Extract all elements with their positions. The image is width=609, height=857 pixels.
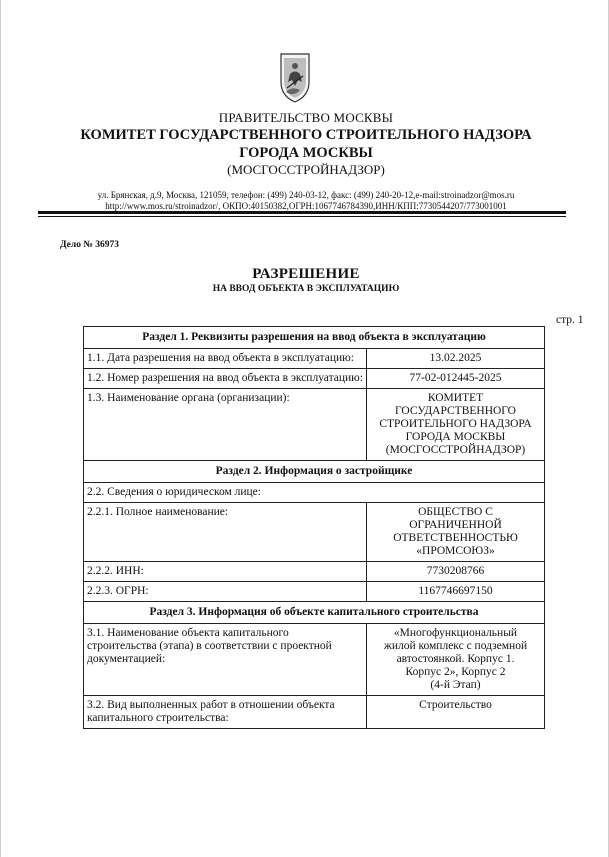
- header-divider-thin: [38, 216, 566, 217]
- header-divider-thick: [38, 211, 566, 214]
- section-2-header: [84, 461, 545, 483]
- inn-label: 2.2.2. ИНН:: [84, 562, 367, 582]
- permit-date-value: 13.02.2025: [367, 349, 545, 369]
- object-name-value: [367, 624, 545, 696]
- committee-name-line-1: КОМИТЕТ ГОСУДАРСТВЕННОГО СТРОИТЕЛЬНОГО НАДЗОРА: [80, 127, 532, 143]
- table-row: [84, 562, 545, 582]
- moscow-coat-of-arms-icon: [278, 52, 312, 104]
- section-3-title: Раздел 3. Информация об объекте капитального строительства: [84, 602, 545, 624]
- object-name-label-line: 3.1. Наименование объекта капитального: [87, 627, 289, 639]
- section-3-header: [84, 602, 545, 624]
- work-type-value: Строительство: [367, 696, 545, 729]
- object-name-line: жилой комплекс с подземной: [383, 640, 528, 652]
- table-row: [84, 369, 545, 389]
- table-row: [84, 483, 545, 503]
- inn-value: 7730208766: [367, 562, 545, 582]
- table-row: [84, 349, 545, 369]
- permit-number-value: 77-02-012445-2025: [367, 369, 545, 389]
- issuing-authority-line: КОМИТЕТ: [427, 392, 484, 404]
- permit-table: [83, 326, 545, 729]
- object-name-label-line: строительства (этапа) в соответствии с проектной: [87, 640, 332, 652]
- contact-address-line: ул. Брянская, д.9, Москва, 121059, телефон: (499) 240-03-12, факс: (499) 240-20-12,e-mail:stroinadzor@mos.ru: [97, 190, 515, 200]
- issuing-authority-line: ГОРОДА МОСКВЫ: [405, 431, 506, 443]
- full-name-line: ОТВЕТСТВЕННОСТЬЮ: [393, 532, 518, 544]
- contact-registry-line: http://www.mos.ru/stroinadzor/, ОКПО:40150382,ОГРН:1067746784390,ИНН/КПП:7730544207/773001001: [105, 201, 507, 211]
- contact-details: [30, 190, 582, 212]
- page-number: стр. 1: [556, 314, 584, 326]
- section-1-header: [84, 327, 545, 349]
- full-name-label: 2.2.1. Полное наименование:: [84, 503, 367, 562]
- object-name-label: [84, 624, 367, 696]
- committee-name-line-2: ГОРОДА МОСКВЫ: [239, 145, 373, 161]
- permit-number-label: 1.2. Номер разрешения на ввод объекта в эксплуатацию:: [84, 369, 367, 389]
- issuing-authority-label: 1.3. Наименование органа (организации):: [84, 389, 367, 461]
- issuing-authority-value: [367, 389, 545, 461]
- document-subtitle: НА ВВОД ОБЪЕКТА В ЭКСПЛУАТАЦИЮ: [212, 284, 400, 294]
- government-name: ПРАВИТЕЛЬСТВО МОСКВЫ: [218, 110, 394, 125]
- committee-name: [30, 126, 582, 162]
- full-name-line: ОГРАНИЧЕННОЙ: [409, 519, 502, 531]
- object-name-line: «Многофункциональный: [393, 627, 518, 639]
- work-type-label: [84, 696, 367, 729]
- ogrn-label: 2.2.3. ОГРН:: [84, 582, 367, 602]
- issuing-authority-line: СТРОИТЕЛЬНОГО НАДЗОРА: [379, 418, 532, 430]
- document-title: РАЗРЕШЕНИЕ: [252, 266, 360, 282]
- section-2-title: Раздел 2. Информация о застройщике: [84, 461, 545, 483]
- case-number: Дело № 36973: [60, 240, 119, 250]
- object-name-line: Корпус 2», Корпус 2: [405, 666, 506, 678]
- section-1-title: Раздел 1. Реквизиты разрешения на ввод объекта в эксплуатацию: [84, 327, 545, 349]
- object-name-line: (4-й Этап): [430, 679, 481, 691]
- full-name-line: «ПРОМСОЮЗ»: [416, 545, 495, 557]
- ogrn-value: 1167746697150: [367, 582, 545, 602]
- table-row: [84, 582, 545, 602]
- full-name-value: [367, 503, 545, 562]
- table-row: [84, 389, 545, 461]
- committee-short-name: (МОСГОССТРОЙНАДЗОР): [227, 162, 385, 177]
- legal-entity-info-label: 2.2. Сведения о юридическом лице:: [84, 483, 545, 503]
- issuing-authority-line: (МОСГОССТРОЙНАДЗОР): [385, 444, 526, 456]
- table-row: [84, 624, 545, 696]
- table-row: [84, 503, 545, 562]
- issuing-authority-line: ГОСУДАРСТВЕННОГО: [395, 405, 516, 417]
- permit-date-label: 1.1. Дата разрешения на ввод объекта в эксплуатацию:: [84, 349, 367, 369]
- page-edge-left: [0, 0, 1, 857]
- work-type-label-line: 3.2. Вид выполненных работ в отношении объекта: [87, 699, 335, 711]
- full-name-line: ОБЩЕСТВО С: [418, 506, 493, 518]
- object-name-line: автостоянкой. Корпус 1.: [396, 653, 515, 665]
- table-row: [84, 696, 545, 729]
- object-name-label-line: документацией:: [87, 653, 166, 665]
- work-type-label-line: капитального строительства:: [87, 712, 229, 724]
